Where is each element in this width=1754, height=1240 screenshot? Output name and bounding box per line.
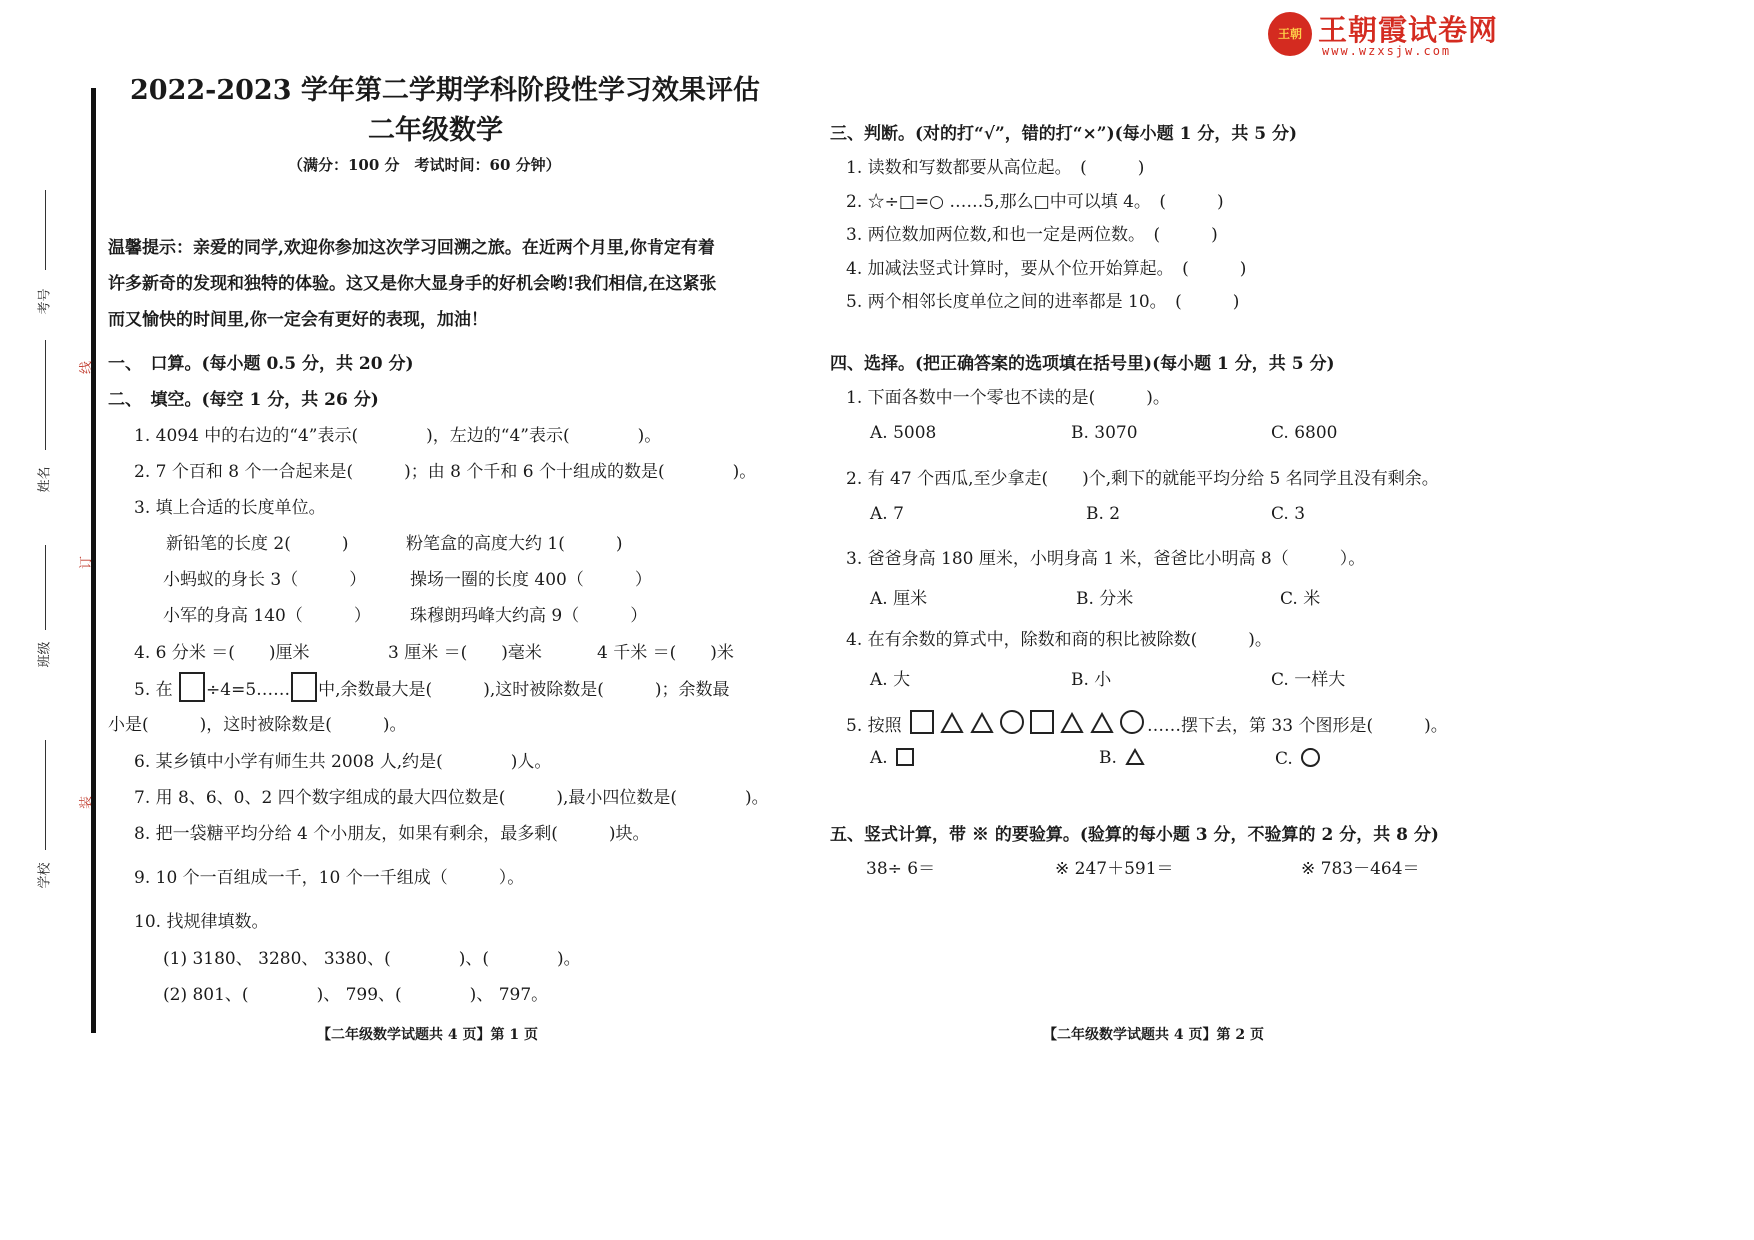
site-logo	[1268, 8, 1504, 58]
blank-box-icon	[179, 672, 205, 702]
choice-q5-c-label: C.	[1275, 749, 1293, 769]
fill-q10a: (1) 3180、 3280、 3380、( )、( )。	[163, 949, 581, 969]
logo-url: www.wzxsjw.com	[1322, 44, 1452, 58]
choice-q1-b: B. 3070	[1071, 423, 1138, 443]
judge-q3: 3. 两位数加两位数,和也一定是两位数。 ( )	[846, 225, 1218, 245]
binding-mark-ding: 订	[79, 555, 95, 570]
fill-q4b: 3 厘米 ＝( )毫米	[388, 643, 542, 663]
square-shape-icon	[896, 748, 914, 766]
choice-q3-b: B. 分米	[1076, 589, 1134, 609]
circle-shape-icon	[1000, 710, 1024, 734]
blank-box-icon	[291, 672, 317, 702]
fill-q8: 8. 把一袋糖平均分给 4 个小朋友，如果有剩余，最多剩( )块。	[134, 824, 650, 844]
fill-q5-mid: ÷4=5……	[206, 680, 291, 700]
section3-title: 三、判断。(对的打“√”，错的打“×”)(每小题 1 分，共 5 分)	[830, 124, 1298, 144]
page-footer-2: 【二年级数学试题共 4 页】第 2 页	[1043, 1027, 1264, 1043]
choice-q4-a: A. 大	[870, 670, 911, 690]
square-shape-icon	[1030, 710, 1054, 734]
exam-title: 2022-2023 学年第二学期学科阶段性学习效果评估	[130, 75, 760, 106]
judge-q2: 2. ☆÷□=○ ……5,那么□中可以填 4。 ( )	[846, 192, 1224, 212]
fill-q5-start: 5. 在	[134, 680, 173, 700]
fill-line-kaohao	[45, 190, 46, 270]
fill-q3a: 新铅笔的长度 2( )	[166, 534, 349, 554]
choice-q5-start: 5. 按照	[846, 716, 902, 736]
intro-line-1: 温馨提示：亲爱的同学,欢迎你参加这次学习回溯之旅。在近两个月里,你肯定有着	[108, 238, 715, 258]
section5-title: 五、竖式计算，带 ※ 的要验算。(验算的每小题 3 分，不验算的 2 分，共 8 分)	[830, 825, 1439, 845]
choice-q4: 4. 在有余数的算式中，除数和商的积比被除数( )。	[846, 630, 1272, 650]
label-xuexiao: 学校	[37, 862, 53, 889]
choice-q3-c: C. 米	[1280, 589, 1321, 609]
fill-q9: 9. 10 个一百组成一千，10 个一千组成（ ）。	[134, 868, 525, 888]
choice-q2-b: B. 2	[1086, 504, 1121, 524]
fill-q7: 7. 用 8、6、0、2 四个数字组成的最大四位数是( ),最小四位数是( )。	[134, 788, 769, 808]
exam-subtitle: 二年级数学	[368, 115, 503, 146]
choice-q5-b-label: B.	[1099, 748, 1117, 768]
label-xingming: 姓名	[37, 466, 53, 493]
section2-title: 二、 填空。(每空 1 分，共 26 分)	[108, 390, 379, 410]
fill-q5-end: 中,余数最大是( ),这时被除数是( )；余数最	[318, 680, 730, 700]
logo-name: 王朝霞试卷网	[1318, 13, 1499, 47]
fill-q3d: 操场一圈的长度 400（ ）	[410, 570, 652, 590]
calc-e1: 38÷ 6＝	[866, 859, 936, 879]
judge-q4: 4. 加减法竖式计算时，要从个位开始算起。 ( )	[846, 259, 1247, 279]
fill-line-xuexiao	[45, 740, 46, 850]
fill-q3: 3. 填上合适的长度单位。	[134, 498, 326, 518]
judge-q5: 5. 两个相邻长度单位之间的进率都是 10。 ( )	[846, 292, 1240, 312]
fill-q10b: (2) 801、( )、 799、( )、 797。	[163, 985, 549, 1005]
label-banji: 班级	[37, 641, 53, 668]
fill-q3f: 珠穆朗玛峰大约高 9（ ）	[410, 606, 648, 626]
choice-q4-c: C. 一样大	[1271, 670, 1346, 690]
calc-e3: ※ 783－464＝	[1301, 859, 1420, 879]
fill-line-xingming	[45, 340, 46, 450]
fill-q10: 10. 找规律填数。	[134, 912, 269, 932]
choice-q5-end: ……摆下去，第 33 个图形是( )。	[1147, 716, 1448, 736]
choice-q2: 2. 有 47 个西瓜,至少拿走( )个,剩下的就能平均分给 5 名同学且没有剩余。	[846, 469, 1439, 489]
intro-line-2: 许多新奇的发现和独特的体验。这又是你大显身手的好机会哟!我们相信,在这紧张	[108, 274, 717, 294]
triangle-shape-icon	[1060, 712, 1084, 734]
choice-q5-a	[870, 748, 917, 768]
triangle-shape-icon	[1125, 748, 1145, 766]
choice-q3-a: A. 厘米	[870, 589, 928, 609]
triangle-shape-icon	[940, 712, 964, 734]
choice-q1: 1. 下面各数中一个零也不读的是( )。	[846, 388, 1170, 408]
fill-q4a: 4. 6 分米 ＝( )厘米	[134, 643, 310, 663]
choice-q5-a-label: A.	[870, 748, 888, 768]
fill-q4c: 4 千米 ＝( )米	[597, 643, 734, 663]
triangle-shape-icon	[970, 712, 994, 734]
choice-q1-a: A. 5008	[870, 423, 937, 443]
fill-q2: 2. 7 个百和 8 个一合起来是( )；由 8 个千和 6 个十组成的数是( )。	[134, 462, 757, 482]
circle-shape-icon	[1301, 748, 1320, 767]
fill-q5	[134, 672, 730, 702]
binding-mark-xian: 线	[79, 360, 95, 375]
choice-q5-b	[1099, 748, 1148, 768]
square-shape-icon	[910, 710, 934, 734]
circle-shape-icon	[1120, 710, 1144, 734]
fill-q3e: 小军的身高 140（ ）	[163, 606, 371, 626]
choice-q2-a: A. 7	[870, 504, 904, 524]
fill-q1: 1. 4094 中的右边的“4”表示( )，左边的“4”表示( )。	[134, 426, 662, 446]
exam-meta: （满分：100 分 考试时间：60 分钟）	[288, 156, 561, 174]
choice-q4-b: B. 小	[1071, 670, 1112, 690]
binding-mark-zhuang: 装	[79, 795, 95, 810]
fill-line-banji	[45, 545, 46, 630]
triangle-shape-icon	[1090, 712, 1114, 734]
page-footer-1: 【二年级数学试题共 4 页】第 1 页	[317, 1027, 538, 1043]
logo-badge-icon: 王朝	[1268, 12, 1312, 56]
fill-q6: 6. 某乡镇中小学有师生共 2008 人,约是( )人。	[134, 752, 552, 772]
choice-q5-c	[1275, 748, 1323, 769]
calc-e2: ※ 247＋591＝	[1055, 859, 1174, 879]
label-kaohao: 考号	[37, 288, 53, 315]
choice-q3: 3. 爸爸身高 180 厘米，小明身高 1 米，爸爸比小明高 8（ ）。	[846, 549, 1366, 569]
judge-q1: 1. 读数和写数都要从高位起。 ( )	[846, 158, 1145, 178]
choice-q5	[846, 710, 1448, 736]
choice-q1-c: C. 6800	[1271, 423, 1338, 443]
intro-line-3: 而又愉快的时间里,你一定会有更好的表现，加油！	[108, 310, 488, 330]
section1-title: 一、 口算。(每小题 0.5 分，共 20 分)	[108, 354, 414, 374]
fill-q5-line2: 小是( )，这时被除数是( )。	[108, 715, 407, 735]
fill-q3b: 粉笔盒的高度大约 1( )	[406, 534, 623, 554]
section4-title: 四、选择。(把正确答案的选项填在括号里)(每小题 1 分，共 5 分)	[830, 354, 1335, 374]
choice-q2-c: C. 3	[1271, 504, 1306, 524]
fill-q3c: 小蚂蚁的身长 3（ ）	[163, 570, 367, 590]
